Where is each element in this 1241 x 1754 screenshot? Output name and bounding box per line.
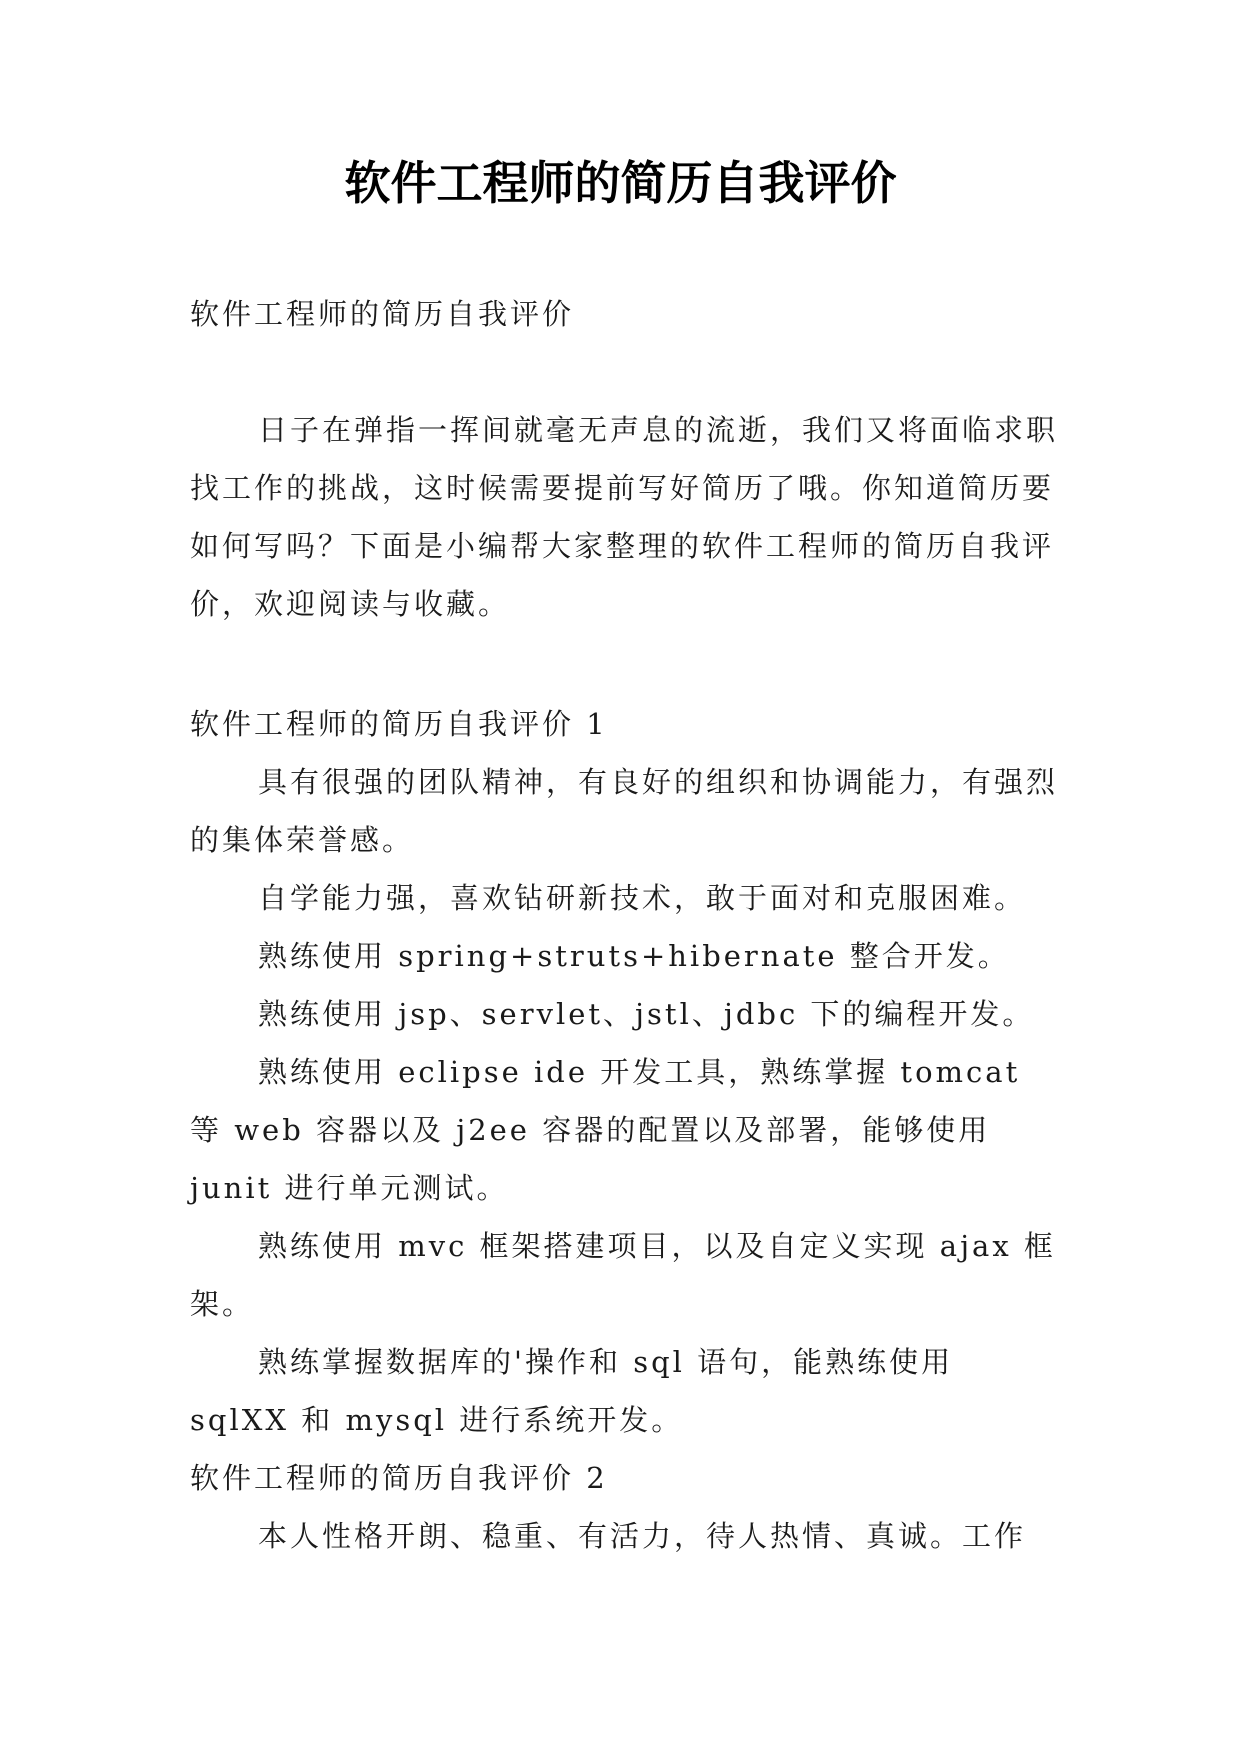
section1-paragraph: 熟练使用 eclipse ide 开发工具，熟练掌握 tomcat 等 web 容器以及 j2ee 容器的配置以及部署，能够使用 junit 进行单元测试。 <box>190 1055 1021 1205</box>
document-body <box>190 285 1060 1565</box>
section-heading-2: 软件工程师的简历自我评价 2 <box>190 1461 608 1495</box>
document-subtitle: 软件工程师的简历自我评价 <box>190 297 575 331</box>
document-title: 软件工程师的简历自我评价 <box>344 156 897 210</box>
section1-paragraph: 熟练使用 jsp、servlet、jstl、jdbc 下的编程开发。 <box>258 997 1035 1031</box>
section-heading-1: 软件工程师的简历自我评价 1 <box>190 707 608 741</box>
section1-paragraph: 熟练使用 mvc 框架搭建项目，以及自定义实现 ajax 框架。 <box>190 1229 1056 1321</box>
intro-paragraph: 日子在弹指一挥间就毫无声息的流逝，我们又将面临求职找工作的挑战，这时候需要提前写好简历了哦。你知道简历要如何写吗？下面是小编帮大家整理的软件工程师的简历自我评价，欢迎阅读与收藏。 <box>190 413 1059 621</box>
section1-paragraph: 熟练使用 spring+struts+hibernate 整合开发。 <box>258 939 1010 973</box>
section1-paragraph: 熟练掌握数据库的'操作和 sql 语句，能熟练使用 sqlXX 和 mysql 进行系统开发。 <box>190 1345 954 1437</box>
section1-paragraph: 具有很强的团队精神，有良好的组织和协调能力，有强烈的集体荣誉感。 <box>190 765 1059 857</box>
section2-paragraph: 本人性格开朗、稳重、有活力，待人热情、真诚。工作 <box>258 1519 1027 1553</box>
section1-paragraph: 自学能力强，喜欢钻研新技术，敢于面对和克服困难。 <box>258 881 1027 915</box>
